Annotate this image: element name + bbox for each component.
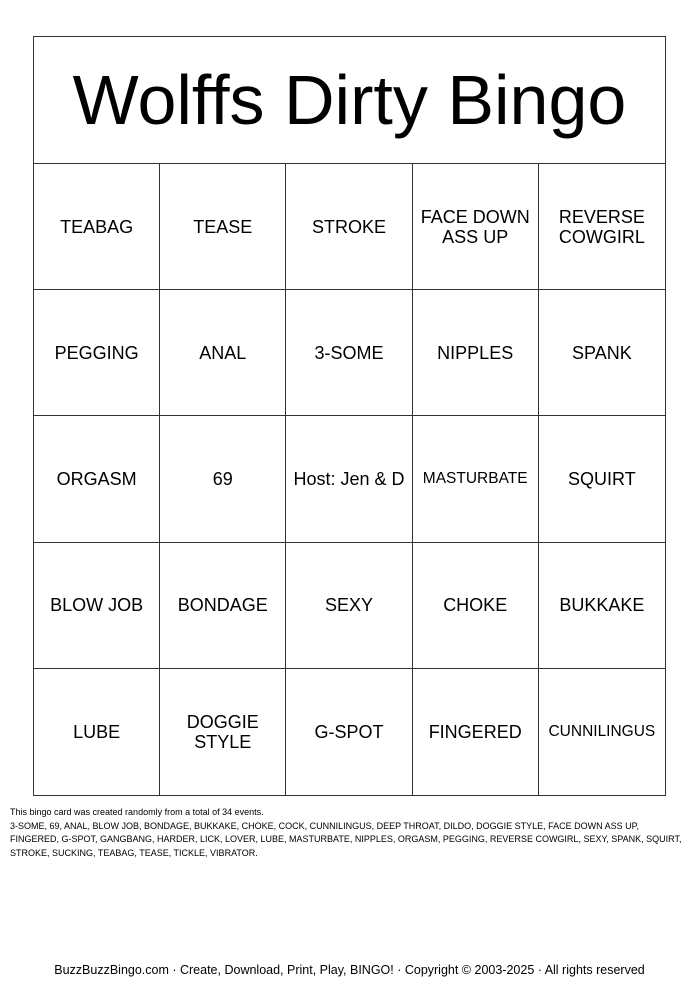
bingo-grid [34, 164, 665, 795]
bingo-cell: BONDAGE [160, 543, 286, 669]
bingo-cell-center: Host: Jen & D [286, 416, 412, 542]
bingo-cell: G-SPOT [286, 669, 412, 795]
bingo-cell: REVERSE COWGIRL [539, 164, 665, 290]
bingo-cell: BLOW JOB [34, 543, 160, 669]
bingo-cell: CHOKE [413, 543, 539, 669]
bingo-cell: ANAL [160, 290, 286, 416]
bingo-cell: 3-SOME [286, 290, 412, 416]
info-summary: This bingo card was created randomly from a total of 34 events. [10, 807, 264, 817]
bingo-cell: DOGGIE STYLE [160, 669, 286, 795]
bingo-cell: STROKE [286, 164, 412, 290]
bingo-cell: BUKKAKE [539, 543, 665, 669]
bingo-cell: NIPPLES [413, 290, 539, 416]
bingo-cell: CUNNILINGUS [548, 722, 656, 740]
bingo-cell: PEGGING [34, 290, 160, 416]
bingo-cell: 69 [160, 416, 286, 542]
bingo-cell: MASTURBATE [413, 416, 539, 542]
bingo-card [33, 36, 666, 796]
footer-copyright: BuzzBuzzBingo.com · Create, Download, Print, Play, BINGO! · Copyright © 2003-2025 · All rights reserved [54, 963, 645, 977]
bingo-cell: SQUIRT [539, 416, 665, 542]
bingo-cell: TEABAG [34, 164, 160, 290]
bingo-cell: ORGASM [34, 416, 160, 542]
bingo-cell: SPANK [539, 290, 665, 416]
bingo-cell: SEXY [286, 543, 412, 669]
card-title: Wolffs Dirty Bingo [72, 61, 627, 139]
card-info [10, 806, 690, 860]
info-events-list: 3-SOME, 69, ANAL, BLOW JOB, BONDAGE, BUKKAKE, CHOKE, COCK, CUNNILINGUS, DEEP THROAT, DILDO, DOGGIE STYLE, FACE DOWN ASS UP, FINGERED, G-SPOT, GANGBANG, HARDER, LICK, LOVER, LUBE, MASTURBATE, NIPPLES, ORGASM, PEGGING, REVERSE COWGIRL, SEXY, SPANK, SQUIRT, STROKE, SUCKING, TEABAG, TEASE, TICKLE, VIBRATOR. [10, 820, 682, 858]
bingo-cell: FINGERED [413, 669, 539, 795]
bingo-cell: LUBE [34, 669, 160, 795]
title-box [34, 37, 665, 164]
bingo-cell: TEASE [160, 164, 286, 290]
bingo-cell: FACE DOWN ASS UP [413, 164, 539, 290]
